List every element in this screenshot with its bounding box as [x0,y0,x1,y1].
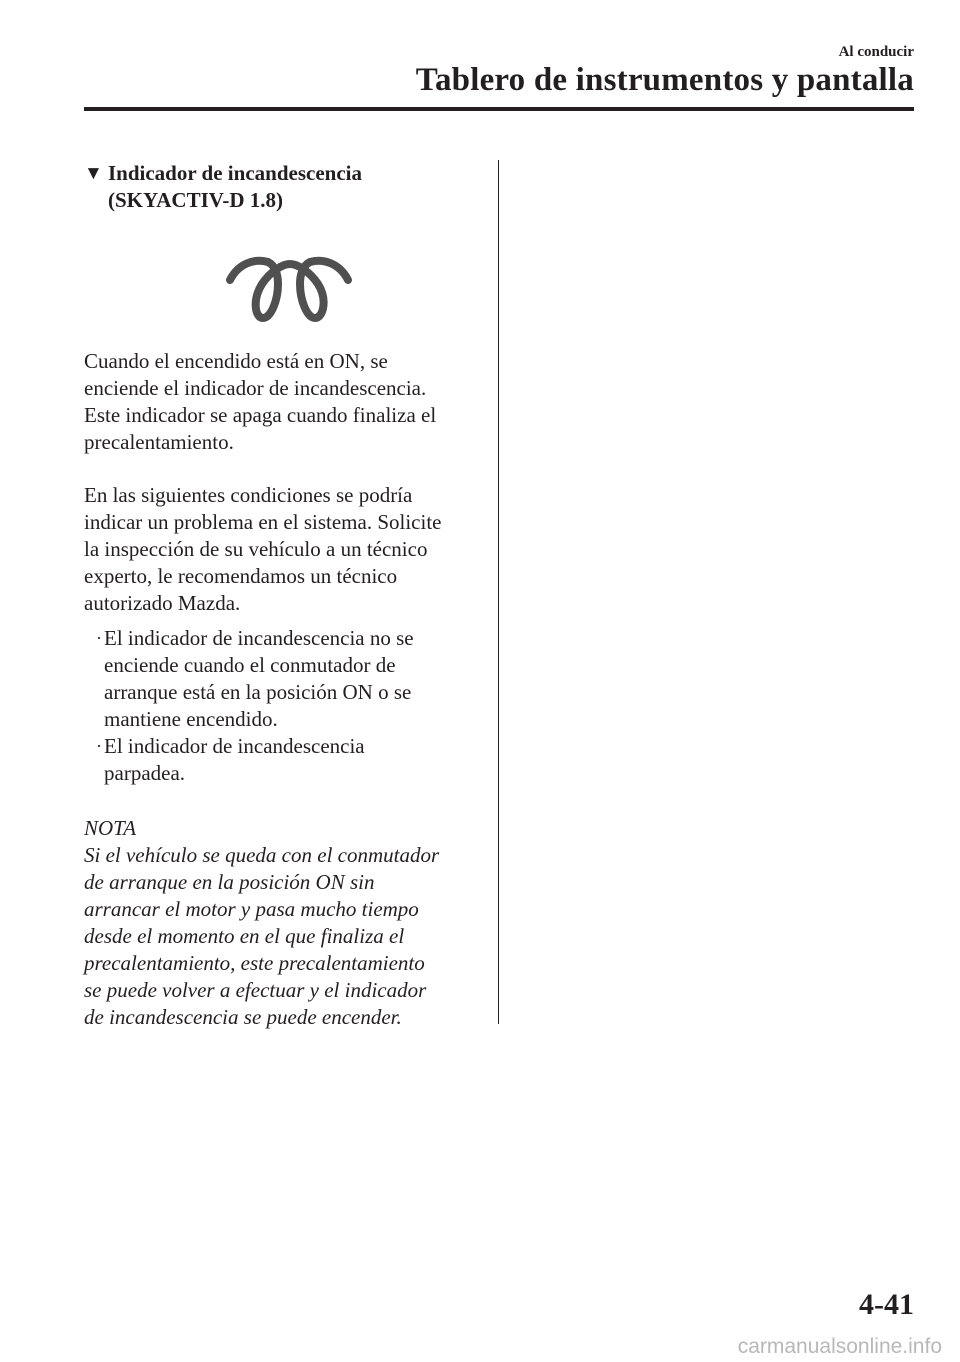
bullet-text [104,625,484,733]
column-divider [498,160,499,1024]
note-label: NOTA [84,816,137,840]
header-title: Tablero de instrumentos y pantalla [415,62,914,98]
bullet-line: arranque está en la posición ON o se [104,680,412,704]
bullet-list [84,625,484,787]
p2-line: experto, le recomendamos un técnico [84,564,398,588]
p1-line: enciende el indicador de incandescencia. [84,376,427,400]
left-column [84,160,484,1031]
p1-line: precalentamiento. [84,430,234,454]
paragraph-2 [84,482,484,617]
bullet-text [104,733,484,787]
note-line: Si el vehículo se queda con el conmutador [84,843,440,867]
bullet-line: parpadea. [104,761,186,785]
bullet-dot-icon: · [96,628,102,648]
heading-text [108,160,362,214]
header-rule [84,107,914,111]
heading-line-2: (SKYACTIV-D 1.8) [108,188,284,212]
p2-line: En las siguientes condiciones se podría [84,483,413,507]
note-line: desde el momento en el que finaliza el [84,924,405,948]
triangle-marker-icon: ▼ [84,163,103,184]
p1-line: Este indicador se apaga cuando finaliza el [84,403,437,427]
section-heading [84,160,484,214]
p2-line: indicar un problema en el sistema. Solicite [84,510,442,534]
page-number: 4-41 [859,1288,914,1321]
glow-plug-icon [224,254,354,326]
p2-line: la inspección de su vehículo a un técnico [84,537,428,561]
header-section-label: Al conducir [838,44,914,60]
bullet-line: El indicador de incandescencia no se [104,626,414,650]
bullet-line: enciende cuando el conmutador de [104,653,396,677]
note-text [84,842,484,1031]
note-line: precalentamiento, este precalentamiento [84,951,425,975]
note-line: se puede volver a efectuar y el indicador [84,978,427,1002]
bullet-line: El indicador de incandescencia [104,734,365,758]
p2-line: autorizado Mazda. [84,591,241,615]
bullet-item [84,733,484,787]
note-line: de arranque en la posición ON sin [84,870,375,894]
note-line: de incandescencia se puede encender. [84,1005,402,1029]
p1-line: Cuando el encendido está en ON, se [84,349,388,373]
bullet-line: mantiene encendido. [104,707,278,731]
bullet-item [84,625,484,733]
watermark: carmanualsonline.info [737,1335,942,1358]
glow-plug-icon-wrap [84,254,484,334]
heading-line-1: Indicador de incandescencia [108,161,362,185]
bullet-dot-icon: · [96,736,102,756]
paragraph-1 [84,348,484,456]
note-line: arrancar el motor y pasa mucho tiempo [84,897,419,921]
